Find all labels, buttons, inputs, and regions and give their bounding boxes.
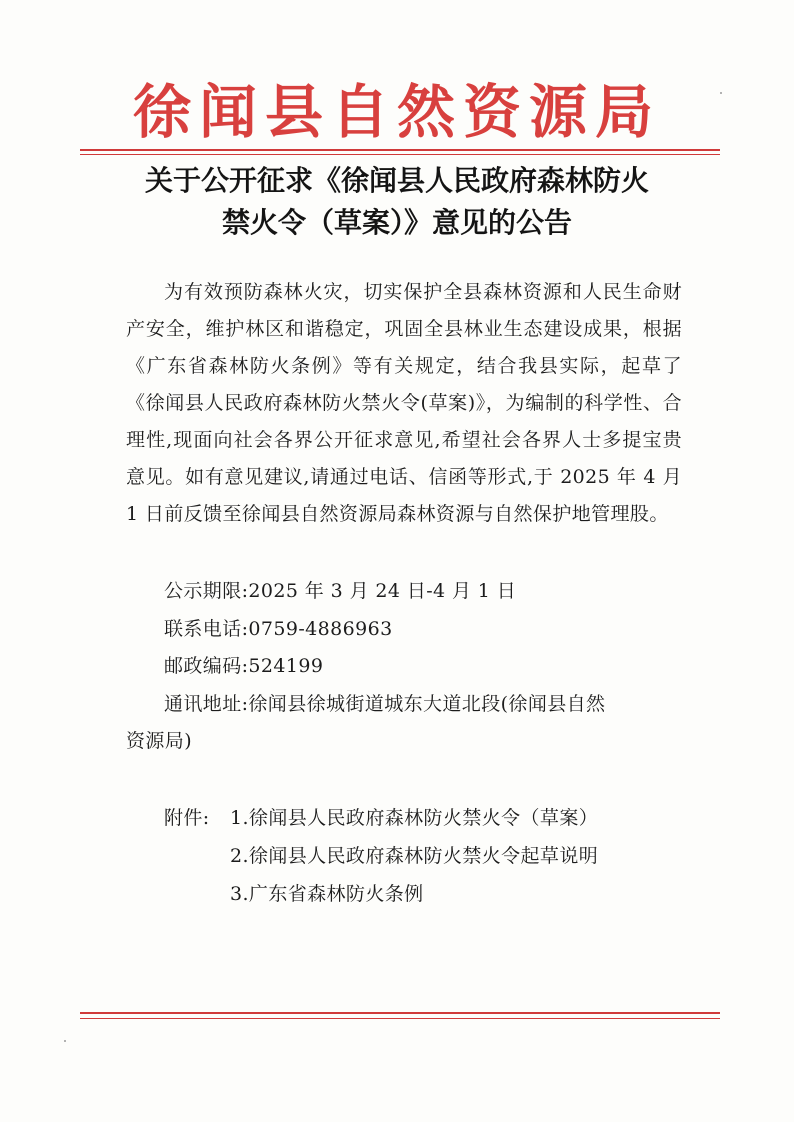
attachments-label: 附件: <box>164 807 210 829</box>
postal-code-value: 524199 <box>248 655 324 677</box>
footer-rule <box>80 1012 720 1014</box>
agency-letterhead: 徐闻县自然资源局 <box>132 78 661 146</box>
mailing-address <box>126 686 686 723</box>
attachment-item-2: 2.徐闻县人民政府森林防火禁火令起草说明 <box>230 845 599 867</box>
scan-speck <box>64 1040 66 1042</box>
scan-speck <box>720 92 722 94</box>
notice-title-line-2: 禁火令（草案）》意见的公告 <box>221 206 572 239</box>
contact-phone-label: 联系电话: <box>164 618 249 640</box>
mailing-address-value-line-2: 资源局) <box>126 730 193 752</box>
publicity-period-value: 2025 年 3 月 24 日-4 月 1 日 <box>248 580 517 602</box>
letterhead-rule-thin <box>80 154 720 155</box>
notice-title <box>90 160 704 244</box>
letterhead-rule <box>80 149 720 151</box>
mailing-address-value-line-1: 徐闻县徐城街道城东大道北段(徐闻县自然 <box>248 693 606 715</box>
publicity-period-label: 公示期限: <box>164 580 249 602</box>
attachment-item-1: 1.徐闻县人民政府森林防火禁火令（草案） <box>230 807 599 829</box>
postal-code <box>126 648 686 685</box>
mailing-address-cont <box>126 723 686 760</box>
body-paragraph: 为有效预防森林火灾，切实保护全县森林资源和人民生命财产安全，维护林区和谐稳定，巩固全县林业生态建设成果，根据《广东省森林防火条例》等有关规定，结合我县实际，起草了《徐闻县人民政府森林防火禁火令(草案)》，为编制的科学性、合理性,现面向社会各界公开征求意见,希望社会各界人士多提宝贵意见。如有意见建议,请通过电话、信函等形式,于 2025 年 4 月 1 日前反馈至徐闻县自然资源局森林资源与自然保护地管理股。 <box>126 281 682 525</box>
footer-rule-thin <box>80 1018 720 1019</box>
contact-phone-value: 0759-4886963 <box>248 618 393 640</box>
publicity-period <box>126 573 686 610</box>
attachment-item-3: 3.广东省森林防火条例 <box>230 883 424 905</box>
contact-phone <box>126 611 686 648</box>
notice-title-line-1: 关于公开征求《徐闻县人民政府森林防火 <box>144 164 649 197</box>
mailing-address-label: 通讯地址: <box>164 693 249 715</box>
postal-code-label: 邮政编码: <box>164 655 249 677</box>
